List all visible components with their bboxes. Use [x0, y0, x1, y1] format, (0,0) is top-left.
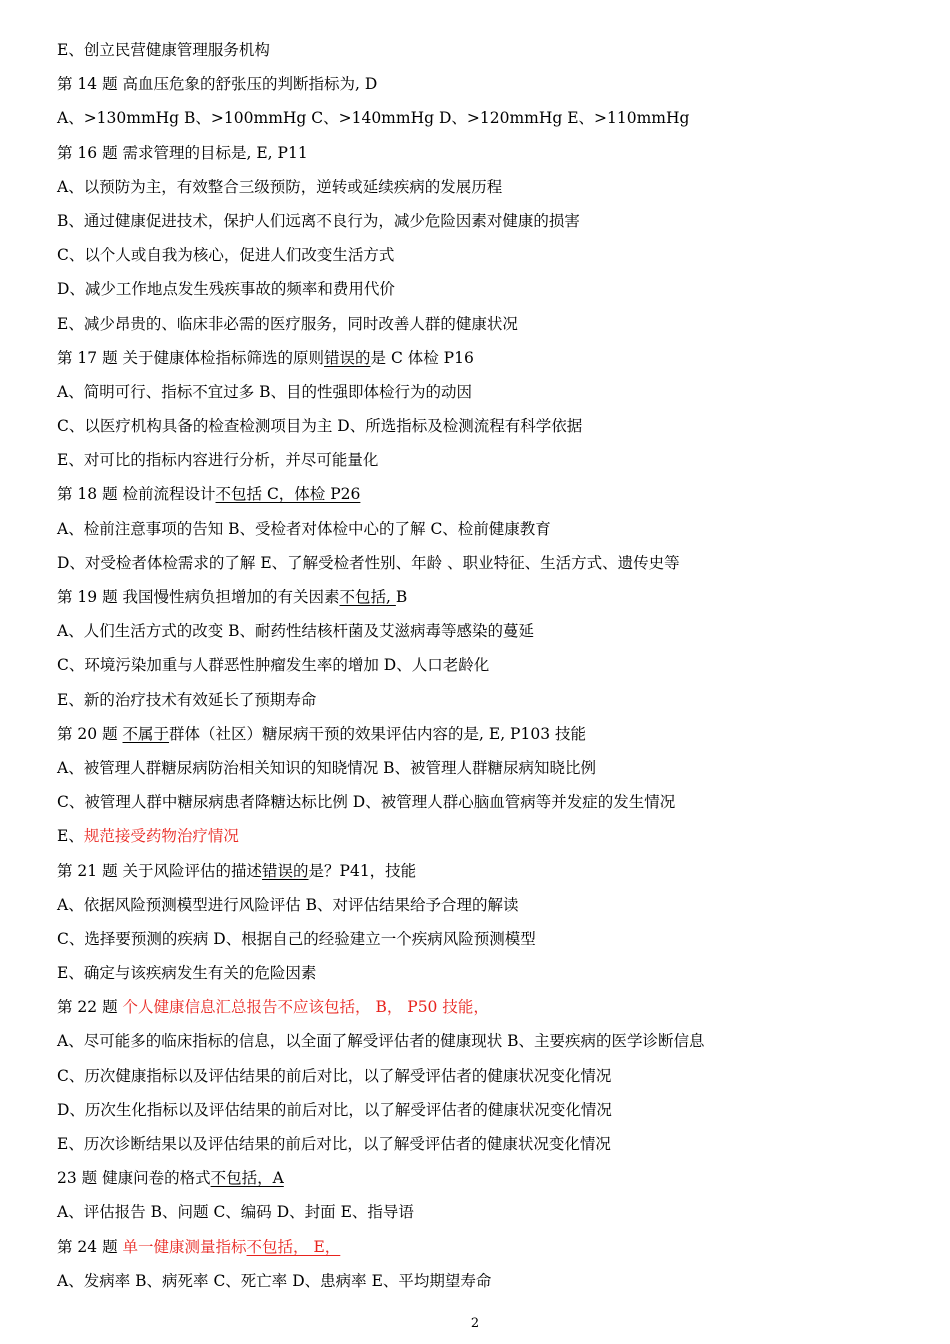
line-text: A、依据风险预测模型进行风险评估 B、对评估结果给予合理的解读: [57, 895, 519, 914]
question-14: [57, 71, 917, 105]
option-line: [57, 755, 917, 789]
line-text: C、历次健康指标以及评估结果的前后对比，以了解受评估者的健康状况变化情况: [57, 1066, 612, 1085]
line-text: A、评估报告 B、问题 C、编码 D、封面 E、指导语: [57, 1203, 414, 1222]
line-text: 是？P41，技能: [308, 861, 417, 880]
line-text: 第 16 题 需求管理的目标是, E, P11: [57, 143, 308, 162]
question-19: [57, 584, 917, 618]
option-line: [57, 892, 917, 926]
option-line: [57, 1131, 917, 1165]
line-text: 第 19 题 我国慢性病负担增加的有关因素: [57, 588, 340, 606]
question-18: [57, 481, 917, 515]
option-line: [57, 789, 917, 823]
question-20: [57, 721, 917, 755]
line-text: E、减少昂贵的、临床非必需的医疗服务，同时改善人群的健康状况: [57, 314, 518, 333]
question-21: [57, 858, 917, 892]
line-text: A、简明可行、指标不宜过多 B、目的性强即体检行为的动因: [57, 382, 473, 401]
underlined-text: 不属于: [122, 724, 170, 743]
option-line: [57, 1028, 917, 1062]
line-text: A、以预防为主，有效整合三级预防，逆转或延续疾病的发展历程: [57, 177, 503, 196]
line-text: E、创立民营健康管理服务机构: [57, 41, 270, 59]
line-text: 第 20 题: [57, 724, 123, 743]
text-line: [57, 37, 917, 71]
line-text: E、确定与该疾病发生有关的危险因素: [57, 964, 317, 983]
line-text: 第 14 题 高血压危象的舒张压的判断指标为, D: [57, 75, 378, 94]
line-text: C、被管理人群中糖尿病患者降糖达标比例 D、被管理人群心脑血管病等并发症的发生情况: [57, 793, 676, 812]
option-line: [57, 1268, 917, 1302]
question-16: [57, 140, 917, 174]
option-line: [57, 447, 917, 481]
line-text: C、以个人或自我为核心，促进人们改变生活方式: [57, 246, 395, 265]
option-line: [57, 926, 917, 960]
option-line: [57, 516, 917, 550]
highlighted-text: 规范接受药物治疗情况: [83, 827, 239, 846]
option-line: [57, 379, 917, 413]
underlined-text: 错误的: [324, 348, 371, 367]
line-text: A、检前注意事项的告知 B、受检者对体检中心的了解 C、检前健康教育: [57, 519, 551, 538]
highlighted-text: 个人健康信息汇总报告不应该包括， B， P50 技能，: [122, 998, 489, 1017]
option-line: [57, 276, 917, 310]
line-text: A、尽可能多的临床指标的信息，以全面了解受评估者的健康现状 B、主要疾病的医学诊断信息: [57, 1032, 705, 1051]
line-text: 是 C 体检 P16: [370, 348, 474, 367]
underlined-text: 错误的: [262, 861, 309, 880]
line-text: C、选择要预测的疾病 D、根据自己的经验建立一个疾病风险预测模型: [57, 929, 536, 948]
line-text: A、人们生活方式的改变 B、耐药性结核杆菌及艾滋病毒等感染的蔓延: [57, 622, 535, 641]
option-line: [57, 1063, 917, 1097]
line-text: C、环境污染加重与人群恶性肿瘤发生率的增加 D、人口老龄化: [57, 656, 490, 675]
option-line: [57, 550, 917, 584]
option-line: [57, 413, 917, 447]
line-text: A、>130mmHg B、>100mmHg C、>140mmHg D、>120mmHg E、>110mmHg: [57, 109, 690, 128]
line-text: E、: [57, 827, 84, 846]
line-text: D、减少工作地点发生残疾事故的频率和费用代价: [57, 280, 395, 299]
line-text: E、历次诊断结果以及评估结果的前后对比，以了解受评估者的健康状况变化情况: [57, 1135, 611, 1153]
line-text: C、以医疗机构具备的检查检测项目为主 D、所选指标及检测流程有科学依据: [57, 417, 583, 436]
option-line: [57, 618, 917, 652]
underlined-text: 不包括,: [339, 588, 396, 606]
line-text: 第 17 题 关于健康体检指标筛选的原则: [57, 348, 325, 367]
line-text: A、发病率 B、病死率 C、死亡率 D、患病率 E、平均期望寿命: [57, 1271, 492, 1290]
options-line: [57, 105, 917, 139]
line-text: 第 22 题: [57, 998, 123, 1017]
line-text: 第 24 题: [57, 1237, 123, 1256]
option-line: [57, 242, 917, 276]
line-text: E、新的治疗技术有效延长了预期寿命: [57, 690, 317, 709]
line-text: D、对受检者体检需求的了解 E、了解受检者性别、年龄 、职业特征、生活方式、遗传史等: [57, 553, 680, 572]
option-line: [57, 687, 917, 721]
line-text: B、通过健康促进技术，保护人们远离不良行为，减少危险因素对健康的损害: [57, 211, 580, 230]
option-line: [57, 823, 917, 857]
underlined-text: 不包括 C，体检 P26: [215, 485, 361, 504]
question-lines: [57, 37, 917, 1302]
line-text: 群体（社区）糖尿病干预的效果评估内容的是, E, P103 技能: [169, 724, 586, 743]
option-line: [57, 1199, 917, 1233]
question-22: [57, 994, 917, 1028]
line-text: D、历次生化指标以及评估结果的前后对比，以了解受评估者的健康状况变化情况: [57, 1100, 612, 1119]
line-text: E、对可比的指标内容进行分析，并尽可能量化: [57, 451, 379, 470]
option-line: [57, 652, 917, 686]
line-text: 第 18 题 检前流程设计: [57, 485, 216, 504]
highlighted-text: 单一健康测量指标: [122, 1237, 247, 1256]
line-text: 第 21 题 关于风险评估的描述: [57, 861, 263, 880]
question-17: [57, 345, 917, 379]
highlighted-underlined-text: 不包括， E，: [246, 1237, 341, 1256]
option-line: [57, 1097, 917, 1131]
option-line: [57, 960, 917, 994]
underlined-text: 不包括，A: [210, 1169, 284, 1188]
question-23: [57, 1165, 917, 1199]
page-number: 2: [470, 1316, 480, 1331]
line-text: A、被管理人群糖尿病防治相关知识的知晓情况 B、被管理人群糖尿病知晓比例: [57, 758, 597, 777]
option-line: [57, 174, 917, 208]
question-24: [57, 1234, 917, 1268]
line-text: 23 题 健康问卷的格式: [57, 1169, 211, 1188]
line-text: B: [395, 588, 408, 606]
option-line: [57, 311, 917, 345]
option-line: [57, 208, 917, 242]
